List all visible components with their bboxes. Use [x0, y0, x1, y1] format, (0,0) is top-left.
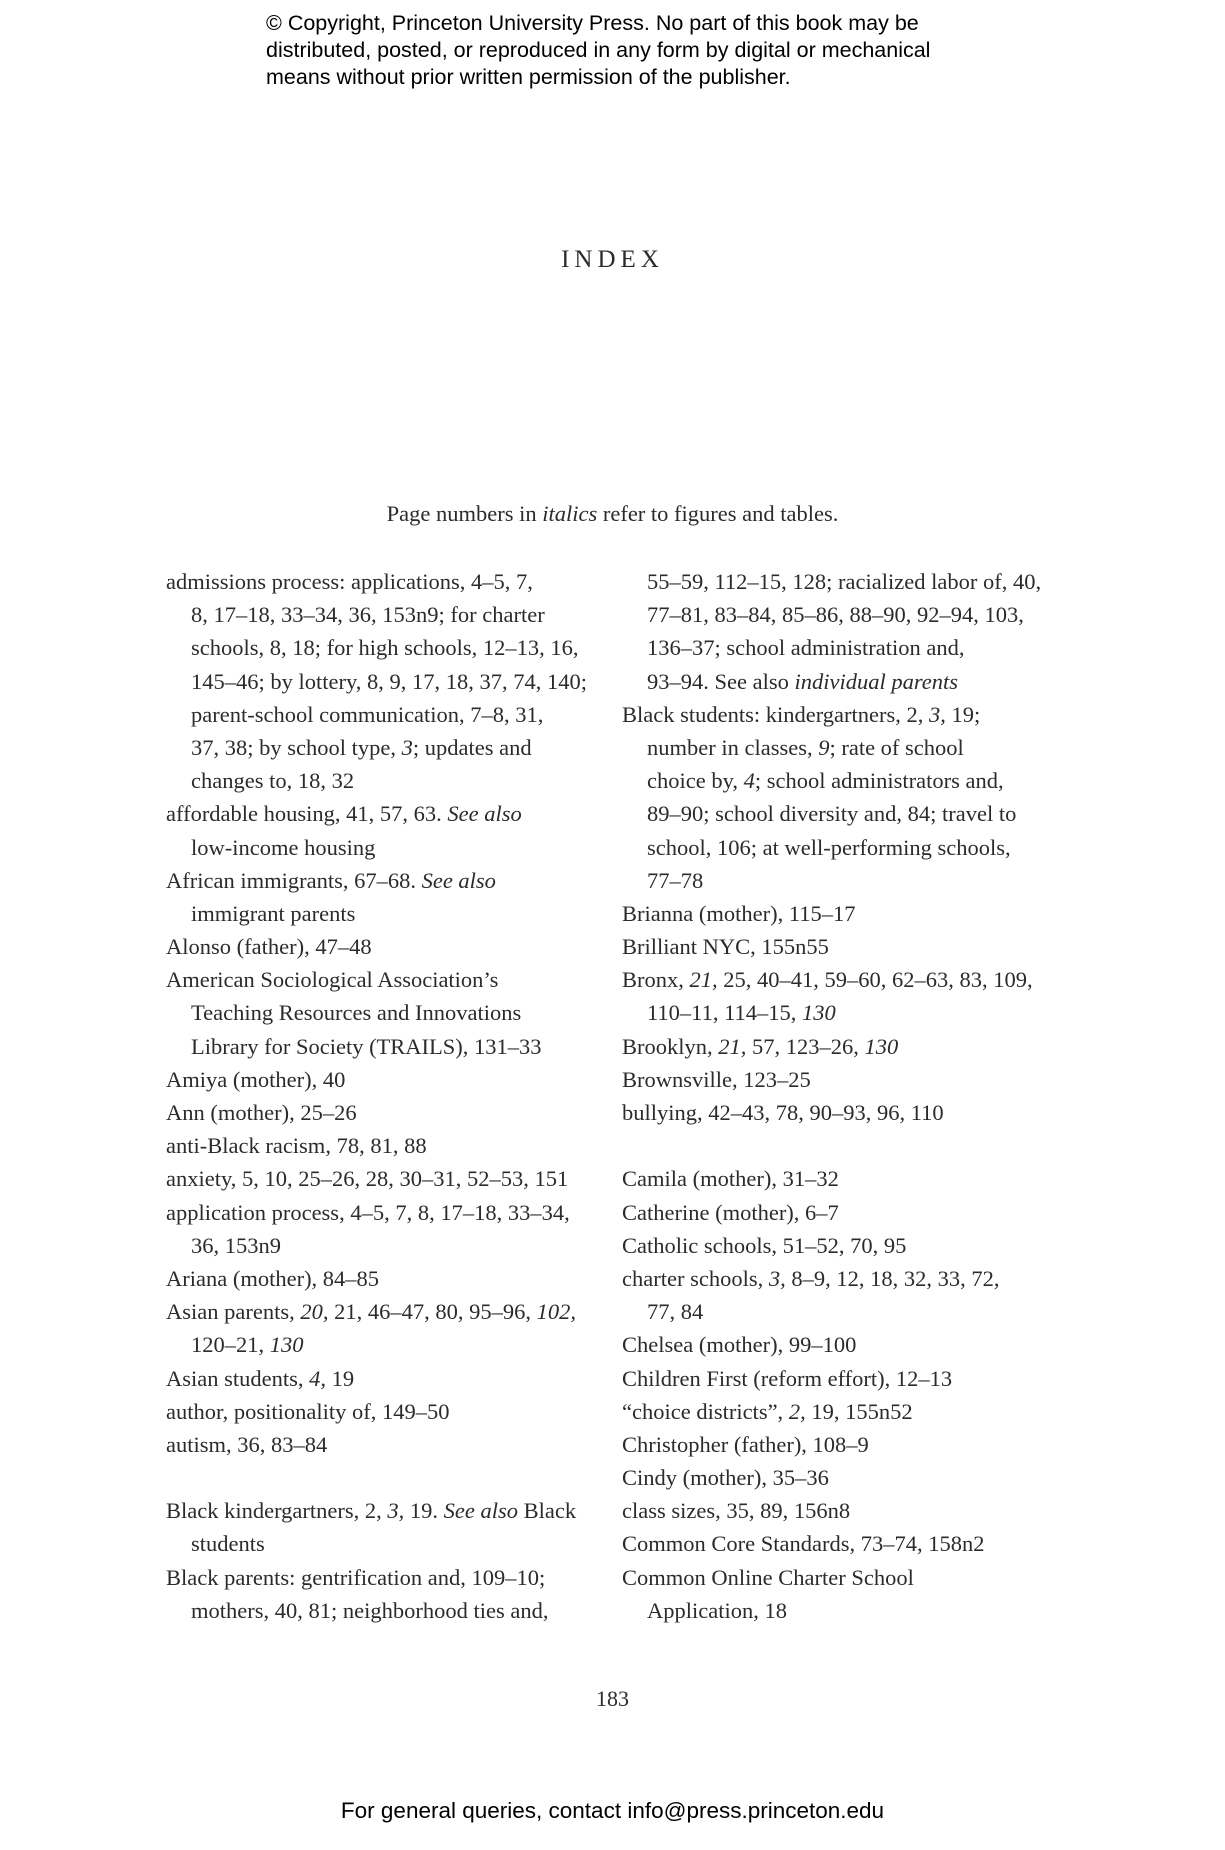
- index-line: [166, 897, 596, 930]
- index-italic-text: individual parents: [794, 668, 959, 694]
- index-text: Catherine (mother), 6–7: [622, 1199, 839, 1225]
- index-text: immigrant parents: [191, 900, 356, 926]
- index-text: Common Online Charter School: [622, 1564, 914, 1590]
- index-text: 8, 17–18, 33–34, 36, 153n9; for charter: [191, 602, 545, 628]
- index-line: [622, 1461, 1042, 1494]
- index-text: Christopher (father), 108–9: [622, 1431, 869, 1457]
- index-italic-text: 4: [743, 768, 755, 794]
- copyright-notice: [266, 10, 1026, 91]
- index-text: bullying, 42–43, 78, 90–93, 96, 110: [622, 1100, 944, 1125]
- index-text: 89–90; school diversity and, 84; travel to: [647, 801, 1017, 827]
- index-text: Black students: kindergartners, 2,: [622, 701, 930, 727]
- index-line: [166, 631, 596, 664]
- index-line: [166, 731, 596, 764]
- index-text: 19.: [404, 1498, 444, 1524]
- index-line: [622, 1229, 1042, 1262]
- index-text: author, positionality of, 149–50: [166, 1398, 450, 1424]
- index-italic-text: 130: [269, 1332, 304, 1358]
- index-text: Black: [518, 1498, 577, 1524]
- index-line: [166, 1428, 596, 1461]
- index-text: 77, 84: [647, 1299, 704, 1325]
- index-line: [622, 1428, 1042, 1461]
- index-line: [622, 1395, 1042, 1428]
- index-text: Amiya (mother), 40: [166, 1066, 346, 1092]
- index-line: [622, 1162, 1042, 1195]
- index-text: mothers, 40, 81; neighborhood ties and,: [191, 1597, 549, 1623]
- index-text: Camila (mother), 31–32: [622, 1166, 839, 1192]
- index-line: [622, 1527, 1042, 1560]
- index-text: Ariana (mother), 84–85: [166, 1265, 380, 1291]
- index-text: autism, 36, 83–84: [166, 1431, 328, 1457]
- index-line: [622, 1328, 1042, 1361]
- index-text: admissions process: applications, 4–5, 7,: [166, 569, 533, 594]
- index-text: school, 106; at well-performing schools,: [647, 834, 1011, 860]
- index-text: low-income housing: [191, 834, 376, 860]
- index-text: 19;: [945, 701, 981, 727]
- index-line: [166, 1129, 596, 1162]
- index-italic-text: 21,: [689, 967, 718, 993]
- index-text: 120–21,: [191, 1332, 270, 1358]
- index-text: Black parents: gentrification and, 109–10;: [166, 1564, 546, 1590]
- index-italic-text: See also: [421, 867, 496, 893]
- index-text: 21, 46–47, 80, 95–96,: [328, 1299, 537, 1325]
- index-line: [622, 698, 1042, 731]
- index-line: [166, 1162, 596, 1195]
- index-italic-text: 3,: [768, 1265, 786, 1291]
- index-text: ; rate of school: [829, 734, 964, 760]
- index-text: Black kindergartners, 2,: [166, 1498, 388, 1524]
- index-line: [622, 1096, 1042, 1129]
- index-italic-text: See also: [443, 1498, 519, 1524]
- index-text: 110–11, 114–15,: [647, 1000, 802, 1026]
- note-italic-word: italics: [542, 501, 598, 526]
- index-text: 77–78: [647, 867, 704, 893]
- index-text: Bronx,: [622, 967, 690, 993]
- index-line: [166, 1328, 596, 1361]
- copyright-line: means without prior written permission of the publisher.: [266, 65, 791, 89]
- index-italic-text: 2,: [788, 1398, 806, 1424]
- index-text: 19: [326, 1365, 355, 1391]
- index-note: [0, 501, 1225, 527]
- index-line: [622, 996, 1042, 1029]
- index-text: 57, 123–26,: [746, 1033, 865, 1059]
- note-text: Page numbers in: [386, 501, 543, 526]
- index-text: 93–94. See also: [647, 668, 795, 694]
- index-line: [166, 797, 596, 830]
- index-text: American Sociological Association’s: [166, 967, 499, 993]
- index-text: Common Core Standards, 73–74, 158n2: [622, 1531, 985, 1557]
- index-line: [166, 1494, 596, 1527]
- index-text: application process, 4–5, 7, 8, 17–18, 33–34,: [166, 1199, 570, 1225]
- index-line: [166, 698, 596, 731]
- index-text: 55–59, 112–15, 128; racialized labor of, 40,: [647, 569, 1042, 594]
- index-line: [622, 631, 1042, 664]
- index-italic-text: 3,: [929, 701, 946, 727]
- index-text: Alonso (father), 47–48: [166, 934, 372, 960]
- index-italic-text: 21,: [718, 1033, 747, 1059]
- index-text: Brianna (mother), 115–17: [622, 900, 856, 926]
- index-italic-text: 9: [818, 734, 830, 760]
- index-line: [622, 565, 1042, 598]
- index-italic-text: 3,: [387, 1498, 405, 1524]
- index-text: Library for Society (TRAILS), 131–33: [191, 1033, 542, 1059]
- index-text: charter schools,: [622, 1265, 769, 1291]
- index-text: affordable housing, 41, 57, 63.: [166, 801, 448, 827]
- index-line: [622, 665, 1042, 698]
- index-text: Ann (mother), 25–26: [166, 1100, 357, 1125]
- index-line: [166, 831, 596, 864]
- index-text: 25, 40–41, 59–60, 62–63, 83, 109,: [717, 967, 1033, 993]
- index-line: [166, 565, 596, 598]
- index-column-right: [622, 565, 1042, 1627]
- note-text: refer to figures and tables.: [597, 501, 839, 526]
- index-line: [166, 1395, 596, 1428]
- index-text: schools, 8, 18; for high schools, 12–13, 16,: [191, 635, 579, 661]
- index-line: [166, 1362, 596, 1395]
- index-text: Cindy (mother), 35–36: [622, 1465, 829, 1491]
- index-line: [622, 1594, 1042, 1627]
- index-italic-text: 20,: [300, 1299, 329, 1325]
- index-line: [166, 930, 596, 963]
- index-line: [166, 1096, 596, 1129]
- page-number: 183: [596, 1686, 629, 1711]
- copyright-line: distributed, posted, or reproduced in any form by digital or mechanical: [266, 38, 931, 62]
- index-text: parent-school communication, 7–8, 31,: [191, 701, 544, 727]
- index-text: 37, 38; by school type,: [191, 734, 402, 760]
- index-text: Application, 18: [647, 1597, 787, 1623]
- index-line: [166, 1196, 596, 1229]
- index-text: Chelsea (mother), 99–100: [622, 1332, 857, 1358]
- index-line: [622, 831, 1042, 864]
- index-line: [166, 665, 596, 698]
- index-line: [166, 1527, 596, 1560]
- index-line: [622, 963, 1042, 996]
- index-text: 136–37; school administration and,: [647, 635, 965, 661]
- index-text: Catholic schools, 51–52, 70, 95: [622, 1232, 907, 1258]
- index-text: Asian students,: [166, 1365, 310, 1391]
- index-text: Brilliant NYC, 155n55: [622, 934, 829, 960]
- index-text: 77–81, 83–84, 85–86, 88–90, 92–94, 103,: [647, 602, 1024, 628]
- index-line: [166, 1561, 596, 1594]
- index-line: [622, 1362, 1042, 1395]
- index-text: “choice districts”,: [622, 1398, 789, 1424]
- index-line: [622, 1561, 1042, 1594]
- index-line: [166, 1295, 596, 1328]
- index-line: [166, 598, 596, 631]
- index-line: [622, 897, 1042, 930]
- index-line: [166, 996, 596, 1029]
- index-text: number in classes,: [647, 734, 819, 760]
- index-gap: [622, 1129, 1042, 1162]
- index-text: class sizes, 35, 89, 156n8: [622, 1498, 851, 1524]
- index-line: [622, 731, 1042, 764]
- index-italic-text: 102,: [536, 1299, 576, 1325]
- index-text: Teaching Resources and Innovations: [191, 1000, 522, 1026]
- index-text: 8–9, 12, 18, 32, 33, 72,: [785, 1265, 1000, 1291]
- index-column-left: [166, 565, 596, 1627]
- index-line: [166, 963, 596, 996]
- footer-contact: For general queries, contact info@press.princeton.edu: [340, 1798, 885, 1823]
- index-text: 19, 155n52: [805, 1398, 913, 1424]
- index-line: [166, 1063, 596, 1096]
- index-line: [622, 1494, 1042, 1527]
- index-line: [166, 1229, 596, 1262]
- index-line: [622, 797, 1042, 830]
- index-text: Asian parents,: [166, 1299, 301, 1325]
- index-text: choice by,: [647, 768, 744, 794]
- index-line: [622, 864, 1042, 897]
- index-text: African immigrants, 67–68.: [166, 867, 422, 893]
- index-text: ; updates and: [412, 734, 532, 760]
- index-text: ; school administrators and,: [754, 768, 1004, 794]
- index-line: [622, 598, 1042, 631]
- page-title: INDEX: [561, 246, 664, 273]
- index-line: [622, 1063, 1042, 1096]
- index-line: [622, 1196, 1042, 1229]
- index-text: anti-Black racism, 78, 81, 88: [166, 1133, 427, 1159]
- index-italic-text: 130: [864, 1033, 899, 1059]
- index-line: [166, 1594, 596, 1627]
- index-text: Brownsville, 123–25: [622, 1066, 811, 1092]
- index-italic-text: 130: [802, 1000, 836, 1026]
- index-line: [622, 1262, 1042, 1295]
- index-line: [622, 930, 1042, 963]
- index-line: [166, 864, 596, 897]
- copyright-line: © Copyright, Princeton University Press. No part of this book may be: [266, 11, 919, 35]
- index-gap: [166, 1461, 596, 1494]
- index-italic-text: 3: [401, 734, 413, 760]
- index-italic-text: 4,: [309, 1365, 326, 1391]
- index-text: students: [191, 1531, 265, 1557]
- index-line: [166, 1030, 596, 1063]
- index-text: anxiety, 5, 10, 25–26, 28, 30–31, 52–53, 151: [166, 1166, 569, 1192]
- index-line: [166, 1262, 596, 1295]
- index-line: [622, 764, 1042, 797]
- index-text: 36, 153n9: [191, 1232, 281, 1258]
- index-text: 145–46; by lottery, 8, 9, 17, 18, 37, 74, 140;: [191, 668, 588, 694]
- index-text: Brooklyn,: [622, 1033, 719, 1059]
- index-line: [622, 1295, 1042, 1328]
- index-line: [622, 1030, 1042, 1063]
- index-text: Children First (reform effort), 12–13: [622, 1365, 953, 1391]
- index-line: [166, 764, 596, 797]
- index-italic-text: See also: [447, 801, 522, 827]
- index-text: changes to, 18, 32: [191, 768, 355, 794]
